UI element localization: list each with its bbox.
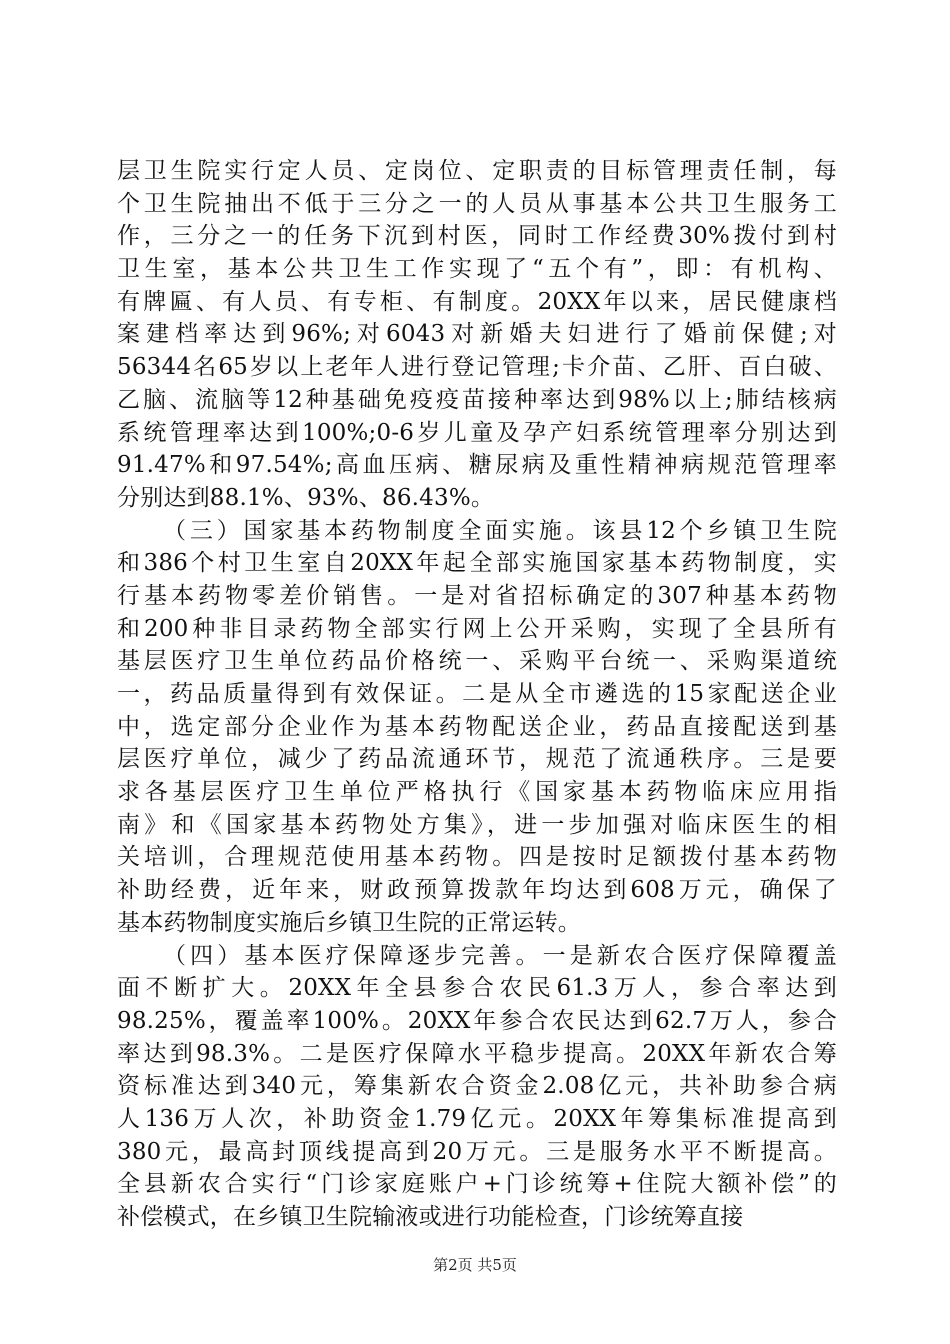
text-line: 南》和《国家基本药物处方集》，进一步加强对临床医生的相 (117, 811, 837, 838)
text-line: （四）基本医疗保障逐步完善。一是新农合医疗保障覆盖 (163, 942, 837, 969)
text-line: 有牌匾、有人员、有专柜、有制度。20XX年以来，居民健康档 (117, 288, 837, 315)
page-footer: 第2页 共5页 (433, 1256, 517, 1274)
text-line: 基本药物制度实施后乡镇卫生院的正常运转。 (117, 909, 581, 936)
text-line: 资标准达到340元，筹集新农合资金2.08亿元，共补助参合病 (117, 1073, 837, 1100)
text-line: 91.47%和97.54%;高血压病、糖尿病及重性精神病规范管理率 (117, 452, 837, 479)
text-line: 乙脑、流脑等12种基础免疫疫苗接种率达到98%以上;肺结核病 (117, 386, 837, 413)
text-line: 面不断扩大。20XX年全县参合农民61.3万人，参合率达到 (117, 975, 837, 1002)
text-line: 卫生室，基本公共卫生工作实现了“五个有”，即：有机构、 (117, 256, 837, 283)
text-line: 人136万人次，补助资金1.79亿元。20XX年筹集标准提高到 (117, 1105, 837, 1132)
text-line: 全县新农合实行“门诊家庭账户+门诊统筹+住院大额补偿”的 (117, 1171, 837, 1198)
text-line: 补助经费，近年来，财政预算拨款年均达到608万元，确保了 (117, 877, 837, 904)
text-line: 基层医疗卫生单位药品价格统一、采购平台统一、采购渠道统 (117, 648, 837, 675)
document-body (117, 155, 837, 1234)
text-line: 补偿模式，在乡镇卫生院输液或进行功能检查，门诊统筹直接 (117, 1204, 744, 1230)
text-line: 率达到98.3%。二是医疗保障水平稳步提高。20XX年新农合筹 (117, 1040, 837, 1067)
text-line: 层医疗单位，减少了药品流通环节，规范了流通秩序。三是要 (117, 746, 837, 773)
paragraph (117, 940, 837, 1234)
text-line: 行基本药物零差价销售。一是对省招标确定的307种基本药物 (117, 582, 837, 609)
paragraph (117, 155, 837, 515)
text-line: 层卫生院实行定人员、定岗位、定职责的目标管理责任制，每 (117, 158, 837, 184)
text-line: 一，药品质量得到有效保证。二是从全市遴选的15家配送企业 (117, 681, 837, 707)
text-line: 作，三分之一的任务下沉到村医，同时工作经费30%拨付到村 (117, 223, 837, 250)
text-line: 关培训，合理规范使用基本药物。四是按时足额拨付基本药物 (117, 844, 837, 871)
text-line: 求各基层医疗卫生单位严格执行《国家基本药物临床应用指 (117, 779, 837, 806)
text-line: 380元，最高封顶线提高到20万元。三是服务水平不断提高。 (117, 1138, 837, 1165)
text-line: 系统管理率达到100%;0-6岁儿童及孕产妇系统管理率分别达到 (117, 419, 837, 446)
text-line: 56344名65岁以上老年人进行登记管理;卡介苗、乙肝、百白破、 (117, 354, 837, 381)
text-line: 个卫生院抽出不低于三分之一的人员从事基本公共卫生服务工 (117, 190, 837, 217)
text-line: 98.25%，覆盖率100%。20XX年参合农民达到62.7万人，参合 (117, 1007, 837, 1034)
text-line: 案建档率达到96%;对6043对新婚夫妇进行了婚前保健;对 (117, 321, 837, 348)
text-line: 和386个村卫生室自20XX年起全部实施国家基本药物制度，实 (117, 550, 837, 577)
text-line: 中，选定部分企业作为基本药物配送企业，药品直接配送到基 (117, 713, 837, 740)
text-line: 分别达到88.1%、93%、86.43%。 (117, 484, 495, 511)
paragraph (117, 515, 837, 940)
text-line: （三）国家基本药物制度全面实施。该县12个乡镇卫生院 (163, 517, 837, 544)
text-line: 和200种非目录药物全部实行网上公开采购，实现了全县所有 (117, 615, 837, 642)
